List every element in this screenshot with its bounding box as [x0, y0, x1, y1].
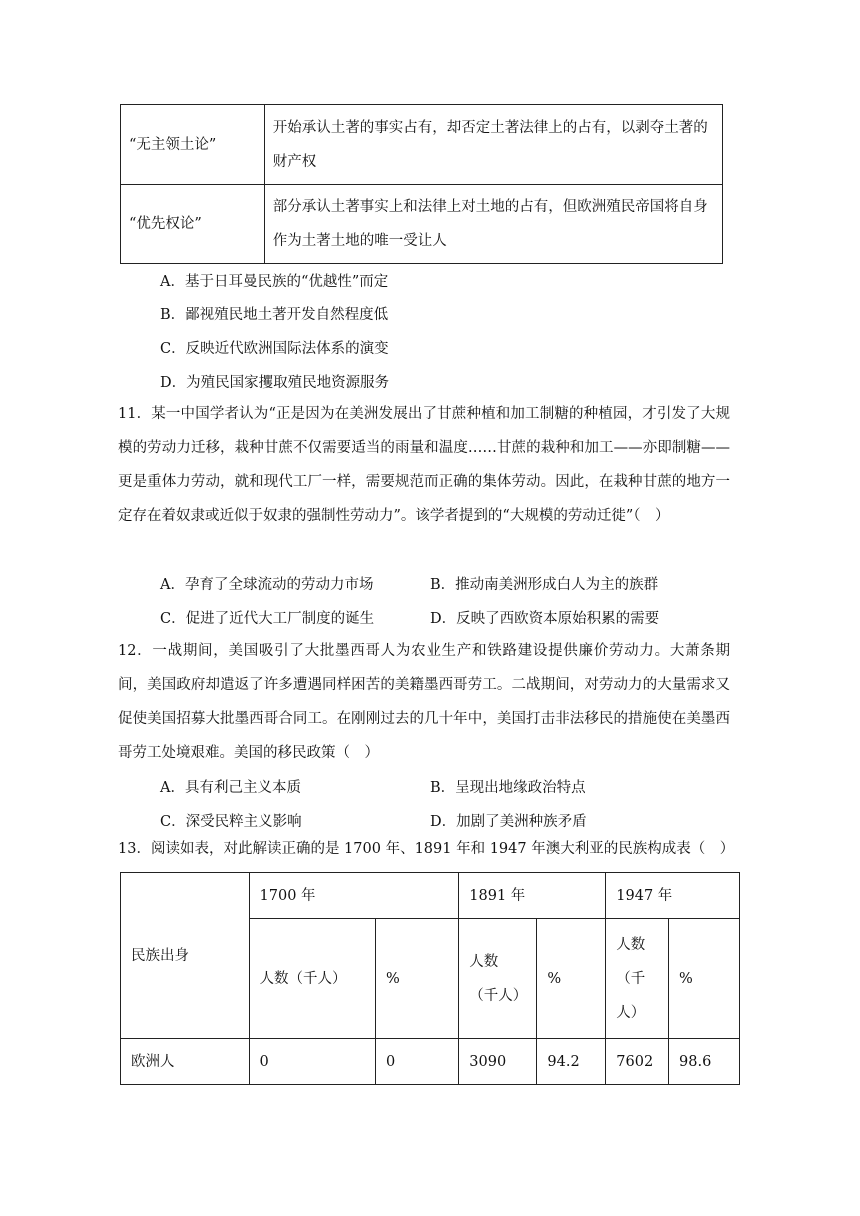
q11-option-b: B．推动南美洲形成白人为主的族群	[430, 577, 659, 593]
q11-stem: 11．某一中国学者认为“正是因为在美洲发展出了甘蔗种植和加工制糖的种植园，才引发了大规模的劳动力迁移，栽种甘蔗不仅需要适当的雨量和温度……甘蔗的栽种和加工——亦即制糖——更是重体力劳动，就和现代工厂一样，需要规范而正确的集体劳动。因此，在栽种甘蔗的地方一定存在着奴隶或近似于奴隶的强制性劳动力”。该学者提到的“大规模的劳动迁徙”（ ）	[118, 406, 730, 524]
q11-option-c: C．促进了近代大工厂制度的诞生	[160, 611, 375, 627]
q12-option-d: D．加剧了美洲种族矛盾	[430, 814, 587, 830]
q10-option-b: B．鄙视殖民地土著开发自然程度低	[160, 307, 389, 323]
value-cell: 98.6	[669, 1039, 740, 1085]
table-row	[121, 873, 740, 919]
table-row	[121, 185, 723, 264]
table-row	[121, 1039, 740, 1085]
count-header: 人数（千人）	[606, 919, 669, 1039]
count-header: 人数（千人）	[249, 919, 375, 1039]
count-header: 人数（千人）	[459, 919, 537, 1039]
value-cell: 3090	[459, 1039, 537, 1085]
year-header: 1947 年	[606, 873, 740, 919]
q12-option-b: B．呈现出地缘政治特点	[430, 780, 586, 796]
doctrine-description: 开始承认土著的事实占有，却否定土著法律上的占有，以剥夺土著的财产权	[264, 105, 722, 185]
q12-stem: 12．一战期间，美国吸引了大批墨西哥人为农业生产和铁路建设提供廉价劳动力。大萧条期间，美国政府却遣返了许多遭遇同样困苦的美籍墨西哥劳工。二战期间，对劳动力的大量需求又促使美国招募大批墨西哥合同工。在刚刚过去的几十年中，美国打击非法移民的措施使在美墨西哥劳工处境艰难。美国的移民政策（ ）	[118, 643, 730, 761]
q12-option-c: C．深受民粹主义影响	[160, 814, 302, 830]
doctrine-term: “优先权论”	[121, 185, 265, 264]
value-cell: 7602	[606, 1039, 669, 1085]
table-row	[121, 105, 723, 185]
ethnic-origin-header: 民族出身	[121, 873, 250, 1039]
doctrine-table	[120, 104, 723, 264]
year-header: 1700 年	[249, 873, 459, 919]
q13-stem: 13．阅读如表，对此解读正确的是 1700 年、1891 年和 1947 年澳大利亚的民族构成表（ ）	[118, 841, 735, 857]
q11-option-d: D．反映了西欧资本原始积累的需要	[430, 611, 660, 627]
q10-option-c: C．反映近代欧洲国际法体系的演变	[160, 341, 389, 357]
population-table	[120, 872, 740, 1085]
value-cell: 0	[249, 1039, 375, 1085]
percent-header: %	[669, 919, 740, 1039]
percent-header: %	[375, 919, 458, 1039]
q11-option-a: A．孕育了全球流动的劳动力市场	[160, 577, 374, 593]
percent-header: %	[537, 919, 606, 1039]
q12-option-a: A．具有利己主义本质	[160, 780, 301, 796]
doctrine-description: 部分承认土著事实上和法律上对土地的占有，但欧洲殖民帝国将自身作为土著土地的唯一受让人	[264, 185, 722, 264]
value-cell: 0	[375, 1039, 458, 1085]
value-cell: 94.2	[537, 1039, 606, 1085]
year-header: 1891 年	[459, 873, 606, 919]
ethnic-origin-cell: 欧洲人	[121, 1039, 250, 1085]
q10-option-a: A．基于日耳曼民族的“优越性”而定	[160, 274, 389, 290]
doctrine-term: “无主领土论”	[121, 105, 265, 185]
q10-option-d: D．为殖民国家攫取殖民地资源服务	[160, 375, 390, 391]
